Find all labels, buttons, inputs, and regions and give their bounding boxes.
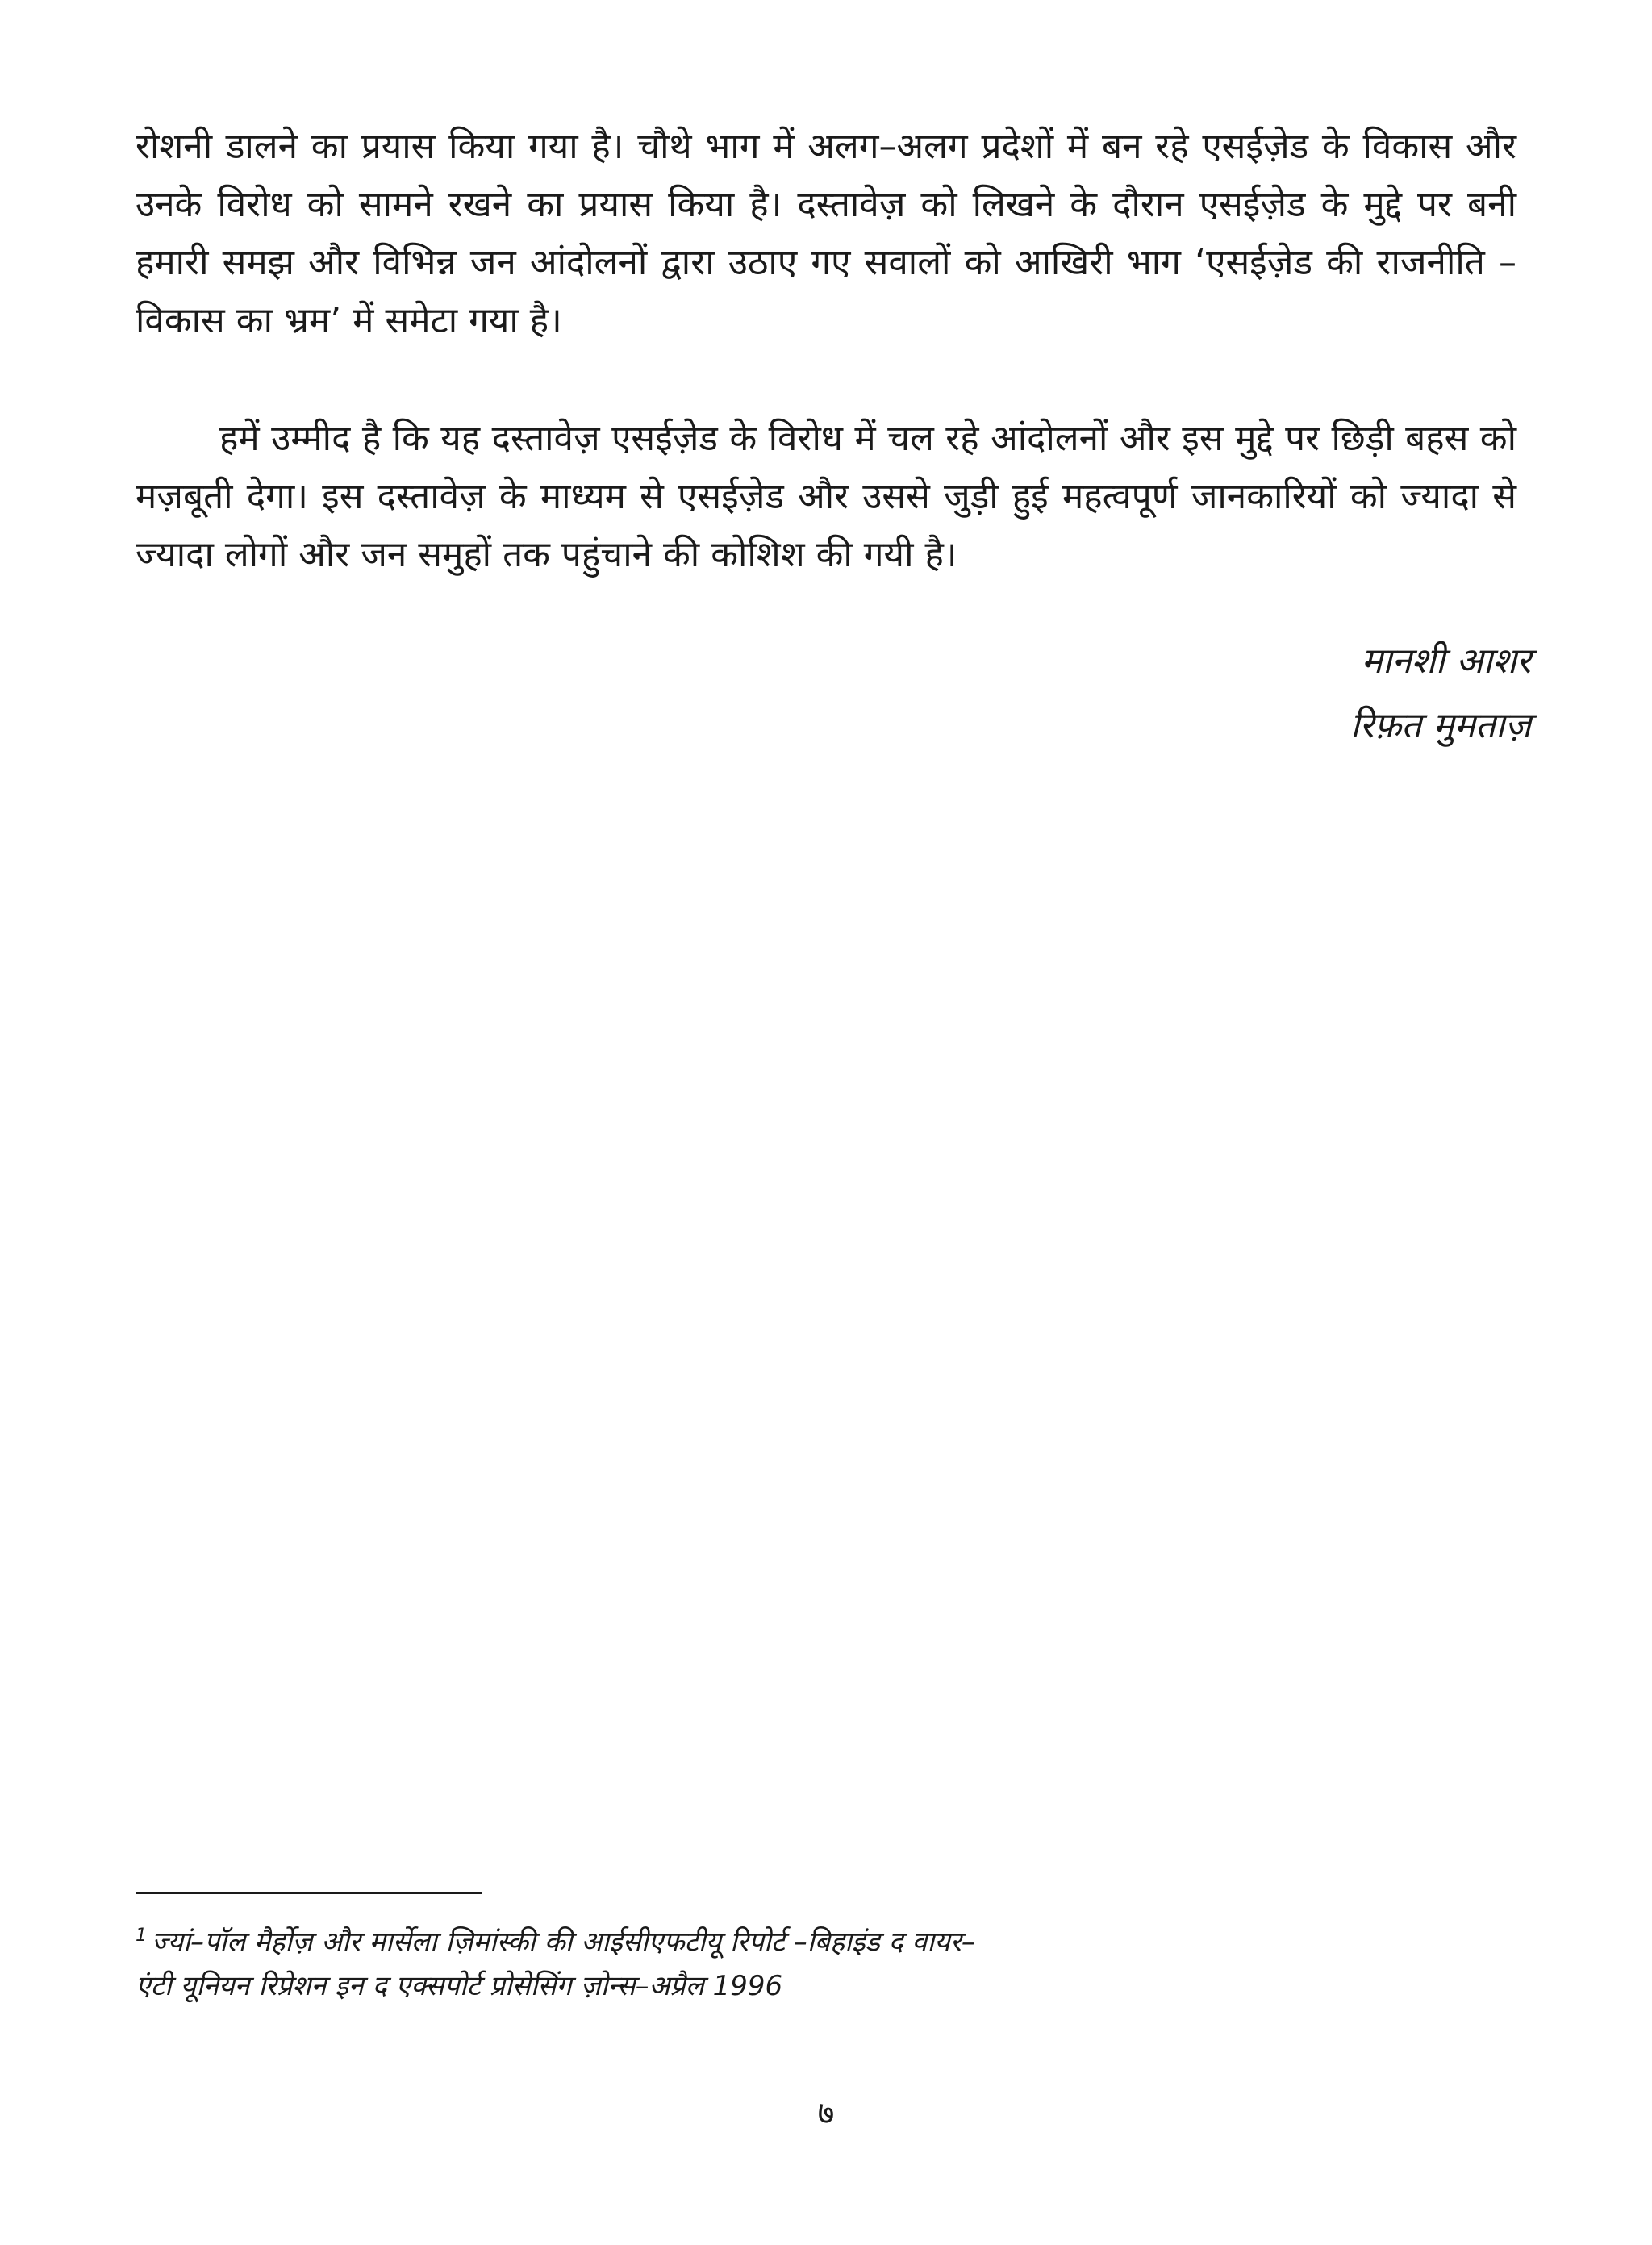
footnote-text-1: ज्यां–पॉल मैर्होज़ और मार्सेला ज़िमांस्की की आईसीएफटीयू रिपोर्ट –बिहाइंड द वायर– [152, 1926, 975, 1959]
footnote-line-1 [136, 1916, 1426, 1962]
author-signature-1: मानशी आशर [1361, 641, 1531, 682]
body-paragraph-1: रोशनी डालने का प्रयास किया गया है। चौथे भाग में अलग–अलग प्रदेशों में बन रहे एसईज़ेड के विकास और उनके विरोध को सामने रखने का प्रयास किया है। दस्तावेज़ को लिखने के दौरान एसईज़ेड के मुद्दे पर बनी हमारी समझ और विभिन्न जन आंदोलनों द्वारा उठाए गए सवालों को आखिरी भाग ‘एसईज़ेड की राजनीति – विकास का भ्रम’ में समेटा गया है। [136, 126, 1516, 341]
footnote-marker: 1 [136, 1926, 147, 1946]
author-signature-2: रिफ़त मुमताज़ [1350, 705, 1531, 746]
footnote-separator [136, 1892, 482, 1894]
page-number: ७ [817, 2095, 835, 2132]
body-paragraph-2: हमें उम्मीद है कि यह दस्तावेज़ एसईज़ेड के विरोध में चल रहे आंदोलनों और इस मुद्दे पर छिड़ी बहस को मज़बूती देगा। इस दस्तावेज़ के माध्यम से एसईज़ेड और उससे जुड़ी हुई महत्वपूर्ण जानकारियों को ज्यादा से ज्यादा लोगों और जन समुहों तक पहुंचाने की कोशिश की गयी है। [136, 418, 1516, 575]
footnote-line-2: एंटी यूनियन रिप्रेशन इन द एक्सपोर्ट प्रोसेसिंग ज़ोन्स–अप्रैल 1996 [136, 1970, 783, 2002]
